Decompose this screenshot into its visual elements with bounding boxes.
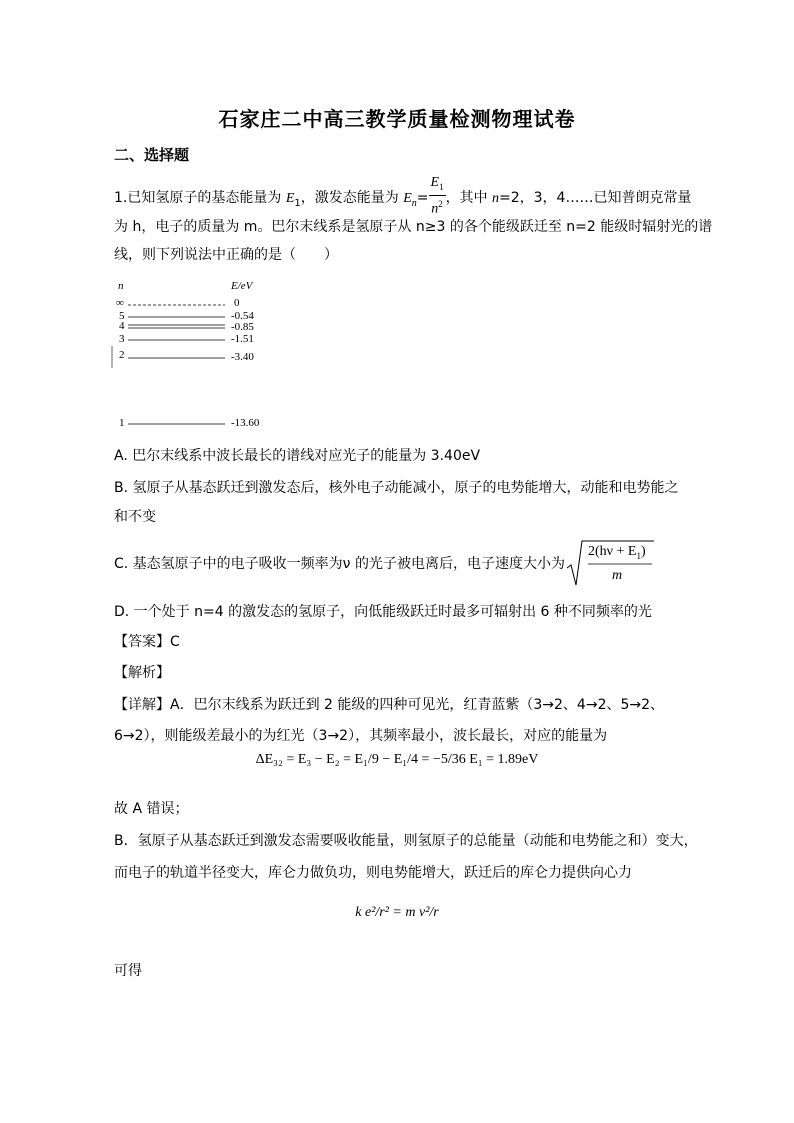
answer-value: C bbox=[170, 634, 180, 650]
detail-b-line-1: B．氢原子从基态跃迁到激发态需要吸收能量，则氢原子的总能量（动能和电势能之和）变大， bbox=[114, 833, 698, 849]
level-4-n: 4 bbox=[119, 320, 125, 332]
tail-text: 可得 bbox=[114, 963, 142, 979]
level-inf-n: ∞ bbox=[116, 297, 124, 309]
level-4-e: -0.85 bbox=[231, 321, 254, 333]
level-3-n: 3 bbox=[119, 333, 125, 345]
level-2-e: -3.40 bbox=[231, 351, 254, 363]
conclusion-a: 故 A 错误； bbox=[114, 801, 189, 817]
question-line-1: 1.已知氢原子的基态能量为 $E_1$，激发态能量为 $E_n=$ $\frac{E_1}{n^2}$ ，其中 n=2，3，4……已知普朗克常量 bbox=[114, 175, 692, 217]
sqrt-numerator: $2(h\nu + E_1)$ bbox=[588, 544, 646, 561]
answer-line: 【答案】C bbox=[114, 634, 180, 650]
detail-line-1: 【详解】A．巴尔末线系为跃迁到 2 能级的四种可见光，红青蓝紫（3→2、4→2、5→2、 bbox=[114, 697, 665, 713]
sqrt-denominator: m bbox=[612, 568, 623, 583]
energy-level-svg bbox=[110, 280, 290, 430]
option-b-line-1: B. 氢原子从基态跃迁到激发态后，核外电子动能减小，原子的电势能增大，动能和电势能之 bbox=[114, 480, 679, 496]
level-5-e: -0.54 bbox=[231, 310, 254, 322]
option-c-formula bbox=[566, 538, 656, 588]
option-c: C. 基态氢原子中的电子吸收一频率为ν 的光子被电离后，电子速度大小为 bbox=[114, 556, 565, 572]
equation-coulomb: k e²/r² = m v²/r bbox=[355, 905, 439, 920]
level-2-n: 2 bbox=[119, 349, 125, 361]
option-d: D. 一个处于 n=4 的激发态的氢原子，向低能级跃迁时最多可辐射出 6 种不同频率的光 bbox=[114, 604, 652, 620]
equation-delta-e: ΔE₃₂ = E₃ − E₂ = E₁/9 − E₁/4 = −5/36 E₁ = 1.89eV bbox=[255, 752, 539, 767]
level-1-n: 1 bbox=[119, 417, 125, 429]
energy-level-diagram bbox=[110, 280, 290, 430]
analysis-heading: 【解析】 bbox=[114, 665, 170, 681]
page-title: 石家庄二中高三教学质量检测物理试卷 bbox=[218, 107, 576, 131]
level-3-e: -1.51 bbox=[231, 333, 254, 345]
question-line-3: 线，则下列说法中正确的是（ ） bbox=[114, 247, 338, 263]
energy-axis-label: E/eV bbox=[231, 280, 253, 292]
n-axis-label: n bbox=[118, 280, 124, 292]
level-5-n: 5 bbox=[119, 310, 125, 322]
detail-b-line-2: 而电子的轨道半径变大，库仑力做负功，则电势能增大，跃迁后的库仑力提供向心力 bbox=[114, 865, 632, 881]
level-1-e: -13.60 bbox=[231, 417, 260, 429]
question-line-2: 为 h，电子的质量为 m。巴尔末线系是氢原子从 n≥3 的各个能级跃迁至 n=2 能级时辐射光的谱 bbox=[114, 219, 713, 235]
option-b-line-2: 和不变 bbox=[114, 509, 156, 525]
option-a: A. 巴尔末线系中波长最长的谱线对应光子的能量为 3.40eV bbox=[114, 448, 481, 464]
section-heading: 二、选择题 bbox=[114, 146, 190, 164]
detail-line-2: 6→2），则能级差最小的为红光（3→2），其频率最小，波长最长，对应的能量为 bbox=[114, 728, 608, 744]
energy-fraction: $\frac{E_1}{n^2}$ bbox=[430, 175, 444, 217]
level-inf-e: 0 bbox=[234, 297, 240, 309]
